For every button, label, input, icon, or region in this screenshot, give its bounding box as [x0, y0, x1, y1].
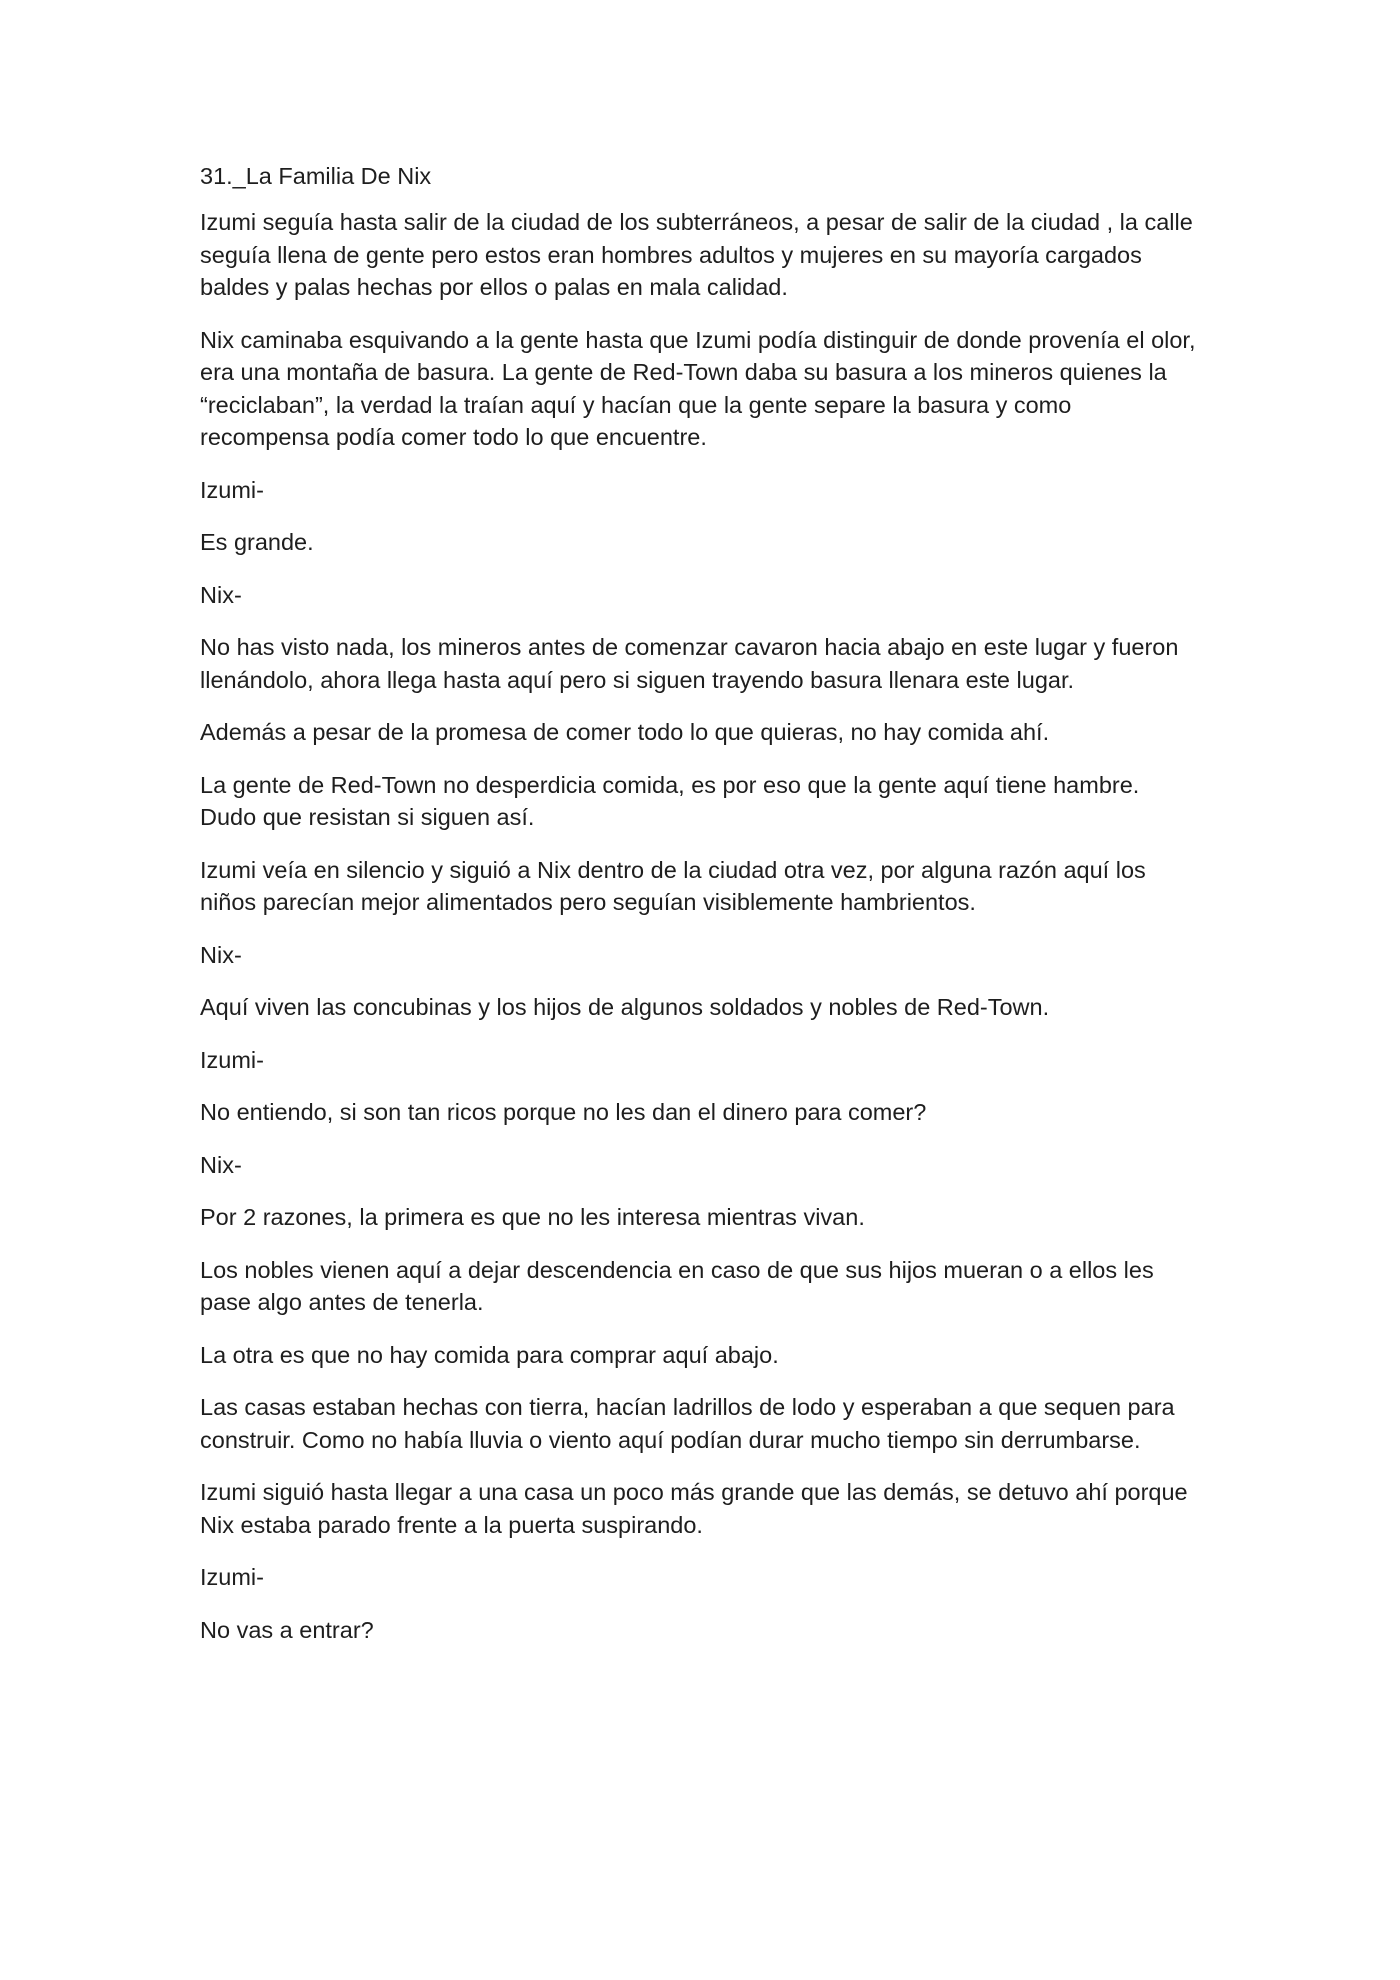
- paragraph: Izumi siguió hasta llegar a una casa un poco más grande que las demás, se detuvo ahí porque Nix estaba parado frente a la puerta suspirando.: [200, 1479, 1188, 1538]
- speaker-label: Izumi-: [200, 1046, 264, 1073]
- paragraph: Nix caminaba esquivando a la gente hasta que Izumi podía distinguir de donde provenía el olor, era una montaña de basura. La gente de Red-Town daba su basura a los mineros quienes la “reciclaban”, la verdad la traían aquí y hacían que la gente separe la basura y como recompensa podía comer todo lo que encuentre.: [200, 326, 1196, 450]
- speaker-label: Nix-: [200, 581, 242, 608]
- paragraph: Izumi seguía hasta salir de la ciudad de los subterráneos, a pesar de salir de la ciudad , la calle seguía llena de gente pero estos eran hombres adultos y mujeres en su mayoría cargados baldes y palas hechas por ellos o palas en mala calidad.: [200, 209, 1193, 300]
- dialogue-line: No entiendo, si son tan ricos porque no les dan el dinero para comer?: [200, 1099, 927, 1125]
- document-body: [200, 160, 1200, 1666]
- dialogue-line: La otra es que no hay comida para comprar aquí abajo.: [200, 1341, 779, 1368]
- speaker-label: Nix-: [200, 1151, 242, 1178]
- dialogue-line: Por 2 razones, la primera es que no les interesa mientras vivan.: [200, 1204, 865, 1230]
- speaker-label: Izumi-: [200, 1564, 264, 1590]
- dialogue-line: Aquí viven las concubinas y los hijos de algunos soldados y nobles de Red-Town.: [200, 994, 1050, 1020]
- dialogue-line: Además a pesar de la promesa de comer todo lo que quieras, no hay comida ahí.: [200, 719, 1050, 745]
- speaker-label: Nix-: [200, 941, 242, 968]
- dialogue-line: No vas a entrar?: [200, 1616, 374, 1643]
- paragraph: Izumi veía en silencio y siguió a Nix dentro de la ciudad otra vez, por alguna razón aquí los niños parecían mejor alimentados pero seguían visiblemente hambrientos.: [200, 856, 1146, 915]
- dialogue-line: Es grande.: [200, 529, 314, 555]
- dialogue-line: No has visto nada, los mineros antes de comenzar cavaron hacia abajo en este lugar y fueron llenándolo, ahora llega hasta aquí pero si siguen trayendo basura llenara este lugar.: [200, 634, 1179, 693]
- speaker-label: Izumi-: [200, 476, 264, 503]
- dialogue-line: Los nobles vienen aquí a dejar descendencia en caso de que sus hijos mueran o a ellos les pase algo antes de tenerla.: [200, 1256, 1154, 1315]
- paragraph: Las casas estaban hechas con tierra, hacían ladrillos de lodo y esperaban a que sequen para construir. Como no había lluvia o viento aquí podían durar mucho tiempo sin derrumbarse.: [200, 1394, 1175, 1453]
- chapter-title: 31._La Familia De Nix: [200, 163, 432, 189]
- dialogue-line: La gente de Red-Town no desperdicia comida, es por eso que la gente aquí tiene hambre. Dudo que resistan si siguen así.: [200, 771, 1140, 830]
